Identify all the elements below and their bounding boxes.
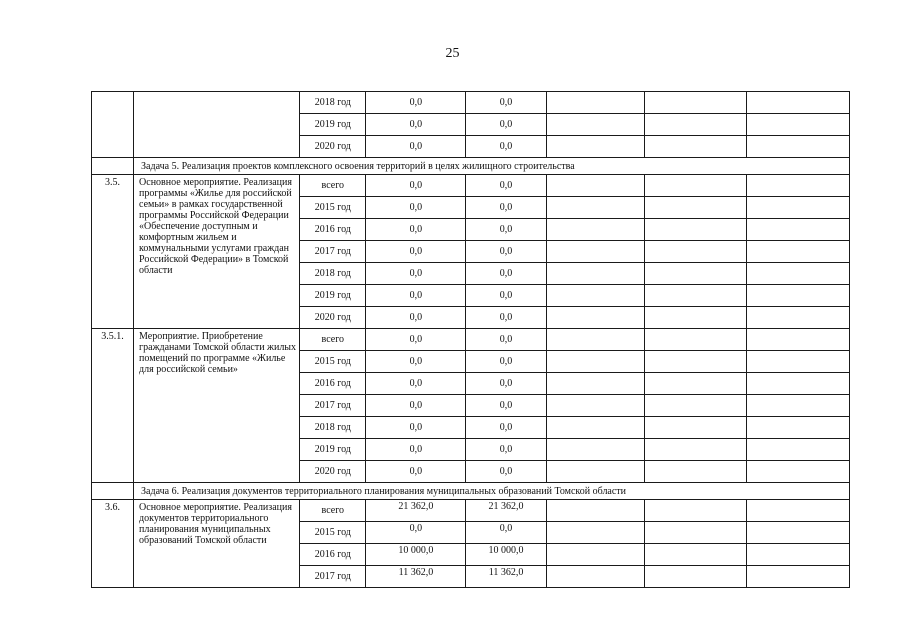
year-cell: 2015 год bbox=[300, 197, 366, 219]
budget-value-cell: 0,0 bbox=[466, 417, 546, 439]
page-number: 25 bbox=[445, 46, 460, 61]
total-value-cell: 0,0 bbox=[366, 241, 466, 263]
empty-cell bbox=[546, 544, 644, 566]
budget-value-cell: 0,0 bbox=[466, 351, 546, 373]
empty-cell bbox=[546, 395, 644, 417]
empty-cell bbox=[92, 483, 134, 500]
empty-cell bbox=[644, 544, 746, 566]
empty-cell bbox=[746, 395, 849, 417]
item-number: 3.5. bbox=[92, 175, 134, 329]
total-value-cell: 0,0 bbox=[366, 522, 466, 544]
empty-cell bbox=[746, 136, 849, 158]
total-value-cell: 0,0 bbox=[366, 197, 466, 219]
empty-cell bbox=[546, 373, 644, 395]
total-value-cell: 0,0 bbox=[366, 285, 466, 307]
empty-cell bbox=[546, 461, 644, 483]
year-cell: 2019 год bbox=[300, 114, 366, 136]
year-cell: 2016 год bbox=[300, 544, 366, 566]
task-row bbox=[92, 158, 850, 175]
total-value-cell: 0,0 bbox=[366, 461, 466, 483]
empty-cell bbox=[546, 439, 644, 461]
empty-cell bbox=[546, 114, 644, 136]
empty-cell bbox=[746, 500, 849, 522]
year-cell: 2018 год bbox=[300, 263, 366, 285]
budget-value-cell: 10 000,0 bbox=[466, 544, 546, 566]
budget-value-cell: 0,0 bbox=[466, 136, 546, 158]
year-cell: 2018 год bbox=[300, 92, 366, 114]
empty-cell bbox=[644, 351, 746, 373]
empty-cell bbox=[746, 219, 849, 241]
item-name bbox=[134, 92, 300, 158]
item-name: Основное мероприятие. Реализация документов территориального планирования муниципальных образований Томской области bbox=[134, 500, 300, 588]
year-cell: 2019 год bbox=[300, 439, 366, 461]
year-cell: 2017 год bbox=[300, 241, 366, 263]
empty-cell bbox=[546, 92, 644, 114]
empty-cell bbox=[746, 307, 849, 329]
empty-cell bbox=[546, 566, 644, 588]
empty-cell bbox=[746, 92, 849, 114]
year-cell: всего bbox=[300, 329, 366, 351]
empty-cell bbox=[644, 461, 746, 483]
empty-cell bbox=[746, 417, 849, 439]
table-row bbox=[92, 329, 850, 351]
empty-cell bbox=[746, 263, 849, 285]
budget-value-cell: 0,0 bbox=[466, 395, 546, 417]
empty-cell bbox=[546, 285, 644, 307]
year-cell: 2019 год bbox=[300, 285, 366, 307]
empty-cell bbox=[546, 136, 644, 158]
empty-cell bbox=[546, 329, 644, 351]
table-row bbox=[92, 92, 850, 114]
year-cell: 2015 год bbox=[300, 351, 366, 373]
empty-cell bbox=[644, 522, 746, 544]
empty-cell bbox=[644, 175, 746, 197]
total-value-cell: 0,0 bbox=[366, 114, 466, 136]
year-cell: 2016 год bbox=[300, 373, 366, 395]
task-heading: Задача 5. Реализация проектов комплексного освоения территорий в целях жилищного строительства bbox=[134, 158, 850, 175]
year-cell: всего bbox=[300, 175, 366, 197]
item-number bbox=[92, 92, 134, 158]
empty-cell bbox=[746, 285, 849, 307]
budget-value-cell: 0,0 bbox=[466, 241, 546, 263]
budget-value-cell: 0,0 bbox=[466, 307, 546, 329]
total-value-cell: 0,0 bbox=[366, 417, 466, 439]
budget-value-cell: 0,0 bbox=[466, 92, 546, 114]
empty-cell bbox=[644, 92, 746, 114]
budget-value-cell: 0,0 bbox=[466, 197, 546, 219]
empty-cell bbox=[546, 351, 644, 373]
table-row bbox=[92, 500, 850, 522]
total-value-cell: 21 362,0 bbox=[366, 500, 466, 522]
empty-cell bbox=[644, 500, 746, 522]
empty-cell bbox=[644, 329, 746, 351]
year-cell: 2020 год bbox=[300, 307, 366, 329]
budget-value-cell: 0,0 bbox=[466, 373, 546, 395]
empty-cell bbox=[546, 219, 644, 241]
budget-value-cell: 0,0 bbox=[466, 439, 546, 461]
empty-cell bbox=[644, 219, 746, 241]
budget-value-cell: 0,0 bbox=[466, 329, 546, 351]
item-number: 3.6. bbox=[92, 500, 134, 588]
year-cell: 2020 год bbox=[300, 461, 366, 483]
empty-cell bbox=[546, 263, 644, 285]
empty-cell bbox=[644, 395, 746, 417]
budget-value-cell: 0,0 bbox=[466, 114, 546, 136]
empty-cell bbox=[92, 158, 134, 175]
empty-cell bbox=[546, 175, 644, 197]
empty-cell bbox=[546, 241, 644, 263]
year-cell: 2020 год bbox=[300, 136, 366, 158]
empty-cell bbox=[746, 439, 849, 461]
empty-cell bbox=[644, 197, 746, 219]
budget-value-cell: 0,0 bbox=[466, 522, 546, 544]
empty-cell bbox=[644, 241, 746, 263]
total-value-cell: 0,0 bbox=[366, 263, 466, 285]
budget-value-cell: 0,0 bbox=[466, 461, 546, 483]
empty-cell bbox=[644, 285, 746, 307]
total-value-cell: 0,0 bbox=[366, 351, 466, 373]
empty-cell bbox=[746, 329, 849, 351]
total-value-cell: 0,0 bbox=[366, 439, 466, 461]
empty-cell bbox=[546, 197, 644, 219]
total-value-cell: 0,0 bbox=[366, 395, 466, 417]
item-number: 3.5.1. bbox=[92, 329, 134, 483]
empty-cell bbox=[546, 307, 644, 329]
empty-cell bbox=[644, 263, 746, 285]
empty-cell bbox=[644, 136, 746, 158]
year-cell: 2018 год bbox=[300, 417, 366, 439]
task-row bbox=[92, 483, 850, 500]
year-cell: 2016 год bbox=[300, 219, 366, 241]
year-cell: всего bbox=[300, 500, 366, 522]
total-value-cell: 0,0 bbox=[366, 219, 466, 241]
empty-cell bbox=[546, 500, 644, 522]
budget-value-cell: 0,0 bbox=[466, 219, 546, 241]
budget-value-cell: 21 362,0 bbox=[466, 500, 546, 522]
empty-cell bbox=[644, 373, 746, 395]
empty-cell bbox=[746, 175, 849, 197]
total-value-cell: 10 000,0 bbox=[366, 544, 466, 566]
empty-cell bbox=[546, 417, 644, 439]
budget-value-cell: 0,0 bbox=[466, 263, 546, 285]
total-value-cell: 11 362,0 bbox=[366, 566, 466, 588]
empty-cell bbox=[746, 544, 849, 566]
empty-cell bbox=[746, 114, 849, 136]
task-heading: Задача 6. Реализация документов территориального планирования муниципальных образований Томской области bbox=[134, 483, 850, 500]
year-cell: 2017 год bbox=[300, 395, 366, 417]
year-cell: 2015 год bbox=[300, 522, 366, 544]
total-value-cell: 0,0 bbox=[366, 307, 466, 329]
empty-cell bbox=[644, 439, 746, 461]
empty-cell bbox=[746, 197, 849, 219]
budget-value-cell: 0,0 bbox=[466, 285, 546, 307]
empty-cell bbox=[644, 307, 746, 329]
table-row bbox=[92, 175, 850, 197]
empty-cell bbox=[546, 522, 644, 544]
budget-value-cell: 11 362,0 bbox=[466, 566, 546, 588]
empty-cell bbox=[746, 522, 849, 544]
year-cell: 2017 год bbox=[300, 566, 366, 588]
budget-table bbox=[91, 91, 850, 588]
total-value-cell: 0,0 bbox=[366, 329, 466, 351]
empty-cell bbox=[644, 417, 746, 439]
empty-cell bbox=[746, 461, 849, 483]
total-value-cell: 0,0 bbox=[366, 92, 466, 114]
empty-cell bbox=[644, 566, 746, 588]
empty-cell bbox=[746, 241, 849, 263]
item-name: Основное мероприятие. Реализация программы «Жилье для российской семьи» в рамках государственной программы Российской Федерации «Обеспечение доступным и комфортным жильем и коммунальными услугами граждан Российской Федерации» в Томской области bbox=[134, 175, 300, 329]
total-value-cell: 0,0 bbox=[366, 373, 466, 395]
empty-cell bbox=[644, 114, 746, 136]
empty-cell bbox=[746, 373, 849, 395]
budget-value-cell: 0,0 bbox=[466, 175, 546, 197]
total-value-cell: 0,0 bbox=[366, 175, 466, 197]
empty-cell bbox=[746, 566, 849, 588]
empty-cell bbox=[746, 351, 849, 373]
item-name: Мероприятие. Приобретение гражданами Томской области жилых помещений по программе «Жилье для российской семьи» bbox=[134, 329, 300, 483]
total-value-cell: 0,0 bbox=[366, 136, 466, 158]
